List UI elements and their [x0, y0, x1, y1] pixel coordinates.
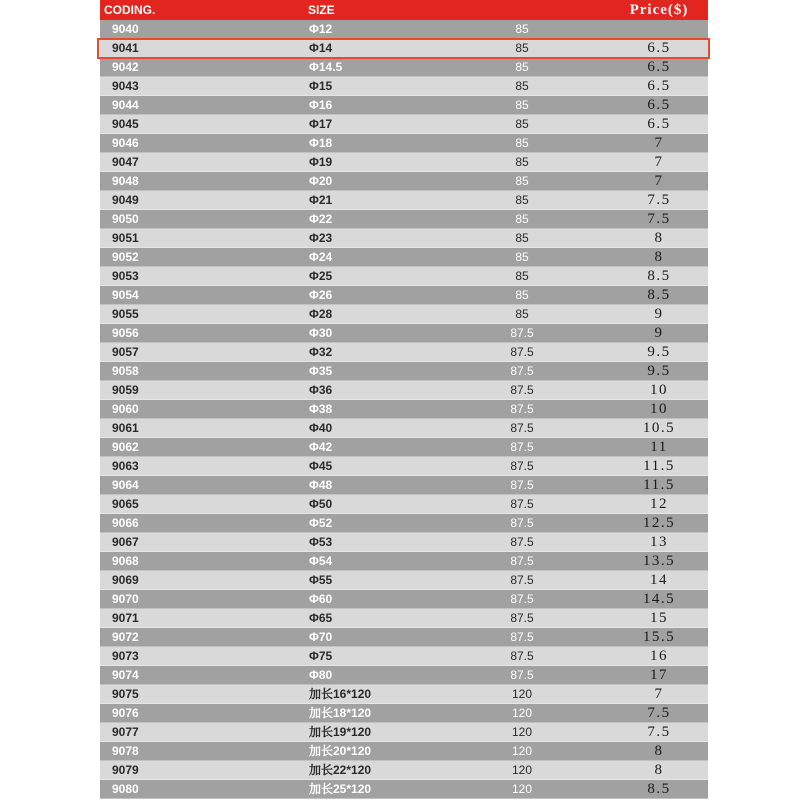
price-cell: 8 — [654, 762, 664, 778]
code-cell: 9073 — [112, 649, 139, 663]
header-price: Price($) — [629, 2, 689, 18]
table-row — [100, 134, 708, 153]
size-cell: 加长22*120 — [309, 763, 372, 777]
size-cell: Φ35 — [309, 364, 333, 378]
table-row — [100, 400, 708, 419]
price-cell: 6.5 — [647, 97, 671, 113]
length-cell: 87.5 — [510, 478, 534, 492]
table-row — [100, 362, 708, 381]
table-row — [100, 286, 708, 305]
table-row — [100, 115, 708, 134]
size-cell: Φ12 — [309, 22, 333, 36]
price-cell: 8 — [654, 230, 664, 246]
length-cell: 85 — [515, 41, 529, 55]
length-cell: 85 — [515, 307, 529, 321]
code-cell: 9070 — [112, 592, 139, 606]
price-cell: 8.5 — [647, 781, 671, 797]
price-cell: 10 — [650, 401, 668, 417]
length-cell: 85 — [515, 269, 529, 283]
table-row — [100, 96, 708, 115]
size-cell: Φ21 — [309, 193, 333, 207]
price-table — [100, 0, 708, 799]
table-body — [100, 20, 708, 799]
code-cell: 9043 — [112, 79, 139, 93]
length-cell: 85 — [515, 231, 529, 245]
code-cell: 9055 — [112, 307, 139, 321]
price-cell: 9.5 — [647, 344, 671, 360]
size-cell: Φ42 — [309, 440, 333, 454]
code-cell: 9064 — [112, 478, 139, 492]
code-cell: 9056 — [112, 326, 139, 340]
price-cell: 11.5 — [643, 477, 675, 493]
size-cell: Φ60 — [309, 592, 333, 606]
code-cell: 9072 — [112, 630, 139, 644]
length-cell: 87.5 — [510, 326, 534, 340]
table-row — [100, 191, 708, 210]
code-cell: 9041 — [112, 41, 139, 55]
size-cell: Φ19 — [309, 155, 333, 169]
code-cell: 9042 — [112, 60, 139, 74]
price-cell: 7 — [654, 173, 664, 189]
length-cell: 120 — [511, 782, 533, 796]
length-cell: 85 — [515, 117, 529, 131]
price-cell: 7 — [654, 135, 664, 151]
length-cell: 87.5 — [510, 421, 534, 435]
length-cell: 87.5 — [510, 535, 534, 549]
table-row — [100, 58, 708, 77]
length-cell: 85 — [515, 155, 529, 169]
length-cell: 120 — [511, 744, 533, 758]
length-cell: 85 — [515, 98, 529, 112]
price-cell: 6.5 — [647, 59, 671, 75]
length-cell: 85 — [515, 212, 529, 226]
code-cell: 9062 — [112, 440, 139, 454]
size-cell: Φ54 — [309, 554, 333, 568]
table-row — [100, 495, 708, 514]
size-cell: Φ23 — [309, 231, 333, 245]
length-cell: 85 — [515, 288, 529, 302]
table-row — [100, 647, 708, 666]
size-cell: Φ40 — [309, 421, 333, 435]
length-cell: 87.5 — [510, 554, 534, 568]
table-row — [100, 381, 708, 400]
price-cell: 12 — [650, 496, 668, 512]
price-cell: 6.5 — [647, 116, 671, 132]
code-cell: 9049 — [112, 193, 139, 207]
table-header — [100, 0, 708, 20]
size-cell: Φ22 — [309, 212, 333, 226]
size-cell: Φ26 — [309, 288, 333, 302]
length-cell: 85 — [515, 60, 529, 74]
price-cell: 8 — [654, 249, 664, 265]
price-cell: 7.5 — [647, 192, 671, 208]
code-cell: 9059 — [112, 383, 139, 397]
table-row — [100, 248, 708, 267]
size-cell: Φ65 — [309, 611, 333, 625]
code-cell: 9076 — [112, 706, 139, 720]
code-cell: 9058 — [112, 364, 139, 378]
table-row — [100, 533, 708, 552]
price-cell: 8.5 — [647, 268, 671, 284]
length-cell: 85 — [515, 193, 529, 207]
length-cell: 120 — [511, 706, 533, 720]
table-row — [100, 438, 708, 457]
price-cell: 16 — [650, 648, 668, 664]
size-cell: 加长18*120 — [309, 706, 372, 720]
length-cell: 87.5 — [510, 668, 534, 682]
table-row — [100, 153, 708, 172]
code-cell: 9054 — [112, 288, 139, 302]
length-cell: 87.5 — [510, 440, 534, 454]
table-row — [100, 666, 708, 685]
table-row — [100, 571, 708, 590]
price-cell: 7.5 — [647, 724, 671, 740]
table-row — [100, 742, 708, 761]
code-cell: 9071 — [112, 611, 139, 625]
size-cell: 加长16*120 — [309, 687, 372, 701]
price-cell: 7 — [654, 154, 664, 170]
table-row — [100, 514, 708, 533]
table-row — [100, 628, 708, 647]
price-cell: 9 — [654, 306, 664, 322]
code-cell: 9078 — [112, 744, 139, 758]
size-cell: 加长20*120 — [309, 744, 372, 758]
code-cell: 9077 — [112, 725, 139, 739]
code-cell: 9063 — [112, 459, 139, 473]
price-cell: 9 — [654, 325, 664, 341]
size-cell: Φ36 — [309, 383, 333, 397]
length-cell: 87.5 — [510, 497, 534, 511]
table-row — [100, 20, 708, 39]
size-cell: Φ53 — [309, 535, 333, 549]
code-cell: 9069 — [112, 573, 139, 587]
table-row — [100, 305, 708, 324]
table-row — [100, 552, 708, 571]
price-cell: 13 — [650, 534, 668, 550]
size-cell: Φ70 — [309, 630, 333, 644]
length-cell: 87.5 — [510, 345, 534, 359]
code-cell: 9067 — [112, 535, 139, 549]
price-cell: 14.5 — [642, 591, 676, 607]
table-row — [100, 457, 708, 476]
code-cell: 9050 — [112, 212, 139, 226]
code-cell: 9047 — [112, 155, 139, 169]
length-cell: 85 — [515, 79, 529, 93]
code-cell: 9080 — [112, 782, 139, 796]
size-cell: Φ52 — [309, 516, 333, 530]
code-cell: 9079 — [112, 763, 139, 777]
length-cell: 85 — [515, 22, 529, 36]
price-cell: 15 — [650, 610, 668, 626]
table-row — [100, 324, 708, 343]
length-cell: 85 — [515, 136, 529, 150]
length-cell: 120 — [511, 725, 533, 739]
length-cell: 87.5 — [510, 364, 534, 378]
length-cell: 87.5 — [510, 459, 534, 473]
size-cell: Φ16 — [309, 98, 333, 112]
size-cell: Φ75 — [309, 649, 333, 663]
price-cell: 10.5 — [642, 420, 676, 436]
table-row — [100, 476, 708, 495]
size-cell: 加长25*120 — [309, 782, 372, 796]
code-cell: 9045 — [112, 117, 139, 131]
size-cell: Φ32 — [309, 345, 333, 359]
size-cell: Φ55 — [309, 573, 333, 587]
size-cell: Φ38 — [309, 402, 333, 416]
code-cell: 9046 — [112, 136, 139, 150]
size-cell: Φ20 — [309, 174, 333, 188]
size-cell: Φ17 — [309, 117, 333, 131]
table-row — [100, 229, 708, 248]
size-cell: Φ15 — [309, 79, 333, 93]
length-cell: 87.5 — [510, 630, 534, 644]
size-cell: 加长19*120 — [309, 725, 372, 739]
table-row — [100, 77, 708, 96]
price-cell: 12.5 — [642, 515, 676, 531]
table-row — [100, 210, 708, 229]
price-cell: 9.5 — [647, 363, 671, 379]
code-cell: 9060 — [112, 402, 139, 416]
size-cell: Φ48 — [309, 478, 333, 492]
price-cell: 10 — [650, 382, 668, 398]
header-size: SIZE — [308, 3, 335, 17]
table-row — [100, 780, 708, 799]
table-row — [100, 723, 708, 742]
code-cell: 9068 — [112, 554, 139, 568]
price-cell: 17 — [650, 667, 668, 683]
length-cell: 120 — [511, 687, 533, 701]
size-cell: Φ14.5 — [309, 60, 343, 74]
code-cell: 9066 — [112, 516, 139, 530]
header-coding: CODING. — [104, 3, 156, 17]
price-cell: 6.5 — [647, 78, 671, 94]
code-cell: 9065 — [112, 497, 139, 511]
length-cell: 120 — [511, 763, 533, 777]
code-cell: 9053 — [112, 269, 139, 283]
length-cell: 87.5 — [510, 573, 534, 587]
table-row — [100, 39, 708, 58]
table-row — [100, 419, 708, 438]
code-cell: 9052 — [112, 250, 139, 264]
length-cell: 87.5 — [510, 611, 534, 625]
table-row — [100, 267, 708, 286]
code-cell: 9044 — [112, 98, 139, 112]
table-row — [100, 761, 708, 780]
code-cell: 9051 — [112, 231, 139, 245]
price-cell: 11.5 — [643, 458, 675, 474]
size-cell: Φ45 — [309, 459, 333, 473]
price-cell: 14 — [650, 572, 668, 588]
table-row — [100, 704, 708, 723]
price-cell: 8.5 — [647, 287, 671, 303]
size-cell: Φ28 — [309, 307, 333, 321]
price-cell: 11 — [650, 439, 668, 455]
size-cell: Φ24 — [309, 250, 333, 264]
price-cell: 15.5 — [642, 629, 676, 645]
price-cell: 13.5 — [642, 553, 676, 569]
price-cell: 6.5 — [647, 40, 671, 56]
code-cell: 9057 — [112, 345, 139, 359]
price-cell: 7.5 — [647, 705, 671, 721]
length-cell: 87.5 — [510, 516, 534, 530]
table-row — [100, 685, 708, 704]
length-cell: 87.5 — [510, 402, 534, 416]
code-cell: 9061 — [112, 421, 139, 435]
size-cell: Φ18 — [309, 136, 333, 150]
size-cell: Φ30 — [309, 326, 333, 340]
length-cell: 85 — [515, 250, 529, 264]
code-cell: 9048 — [112, 174, 139, 188]
table-row — [100, 172, 708, 191]
price-cell: 7 — [654, 686, 664, 702]
length-cell: 87.5 — [510, 649, 534, 663]
table-row — [100, 590, 708, 609]
size-cell: Φ25 — [309, 269, 333, 283]
code-cell: 9075 — [112, 687, 139, 701]
price-cell: 7.5 — [647, 211, 671, 227]
length-cell: 85 — [515, 174, 529, 188]
size-cell: Φ50 — [309, 497, 333, 511]
code-cell: 9040 — [112, 22, 139, 36]
table-row — [100, 343, 708, 362]
size-cell: Φ80 — [309, 668, 333, 682]
code-cell: 9074 — [112, 668, 139, 682]
size-cell: Φ14 — [309, 41, 333, 55]
table-row — [100, 609, 708, 628]
length-cell: 87.5 — [510, 592, 534, 606]
price-cell: 8 — [654, 743, 664, 759]
length-cell: 87.5 — [510, 383, 534, 397]
